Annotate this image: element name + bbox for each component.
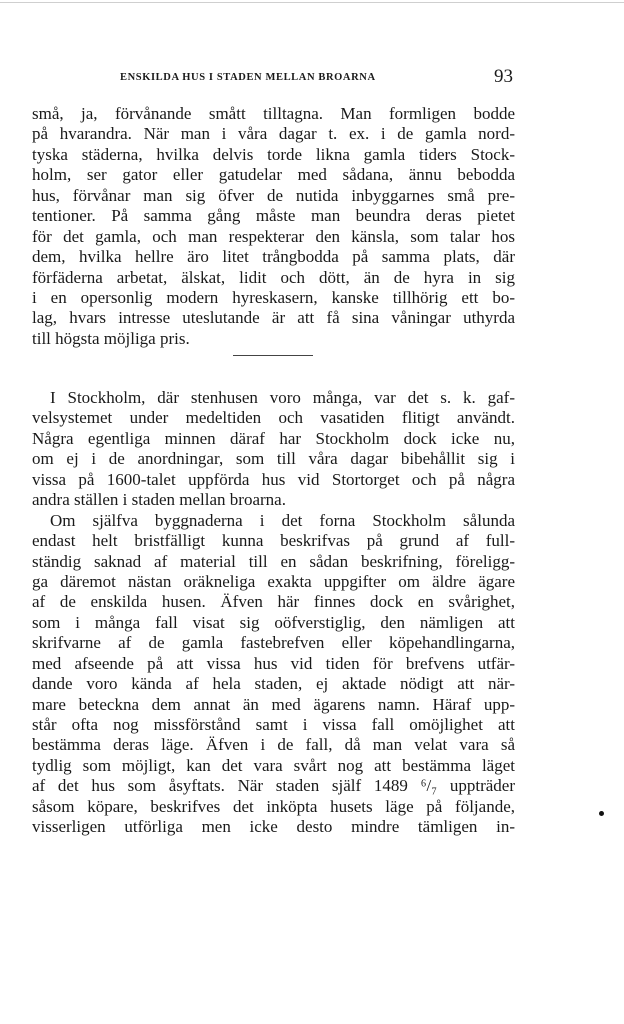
text-line: tydlig som möjligt, kan det vara svårt nog att bestämma läget	[32, 755, 515, 775]
text-line: Om själfva byggnaderna i det forna Stockholm sålunda	[50, 510, 515, 530]
text-line: af de enskilda husen. Äfven här finnes dock en svårighet,	[32, 592, 515, 612]
text-line: som i många fall visat sig oöfverstiglig, den nämligen att	[32, 612, 515, 632]
text-line: till högsta möjliga pris.	[32, 328, 190, 348]
text-line: bestämma deras läge. Äfven i de fall, då man velat vara så	[32, 735, 515, 755]
running-title: ENSKILDA HUS I STADEN MELLAN BROARNA	[120, 72, 376, 83]
text-line: mare beteckna dem annat än med ägarens namn. Häraf upp-	[32, 694, 515, 714]
text-line: förfäderna arbetat, älskat, lidit och dött, än de hyra in sig	[32, 267, 515, 287]
text-line: tentioner. På samma gång måste man beundra deras pietet	[32, 206, 515, 226]
text-line: hus, förvånar man sig öfver de nutida inbyggarnes små pre-	[32, 185, 515, 205]
text-line: om ej i de anordningar, som till våra dagar bibehållit sig i	[32, 449, 515, 469]
text-line: af det hus som åsyftats. När staden själf 1489 ⁶/₇ uppträder	[32, 776, 515, 796]
section-separator	[233, 355, 313, 356]
text-line: dem, hvilka hellre äro litet trångbodda på samma plats, där	[32, 247, 515, 267]
text-line: andra ställen i staden mellan broarna.	[32, 490, 286, 510]
text-line: med afseende på att vissa hus vid tiden för brefvens utfär-	[32, 653, 515, 673]
text-line: holm, ser gator eller gatudelar med sådana, ännu bebodda	[32, 165, 515, 185]
text-line: endast helt bristfälligt kunna beskrifvas på grund af full-	[32, 531, 515, 551]
text-line: vissa på 1600-talet uppförda hus vid Stortorget och på några	[32, 469, 515, 489]
text-line: såsom köpare, beskrifves det inköpta husets läge på följande,	[32, 796, 515, 816]
text-line: i en opersonlig modern hyreskasern, kanske tillhörig ett bo-	[32, 287, 515, 307]
ink-speck	[599, 811, 604, 816]
paragraph-1	[32, 104, 515, 349]
text-line: ständig saknad af material till en sådan beskrifning, föreligg-	[32, 551, 515, 571]
top-edge-rule	[0, 2, 624, 3]
text-line: I Stockholm, där stenhusen voro många, var det s. k. gaf-	[50, 388, 515, 407]
text-line: för det gamla, och man respekterar den känsla, som talar hos	[32, 226, 515, 246]
text-line: Några egentliga minnen däraf har Stockholm dock icke nu,	[32, 428, 515, 448]
text-line: visserligen utförliga men icke desto mindre tämligen in-	[32, 817, 515, 837]
text-line: står ofta nog missförstånd samt i vissa fall omöjlighet att	[32, 715, 515, 734]
text-line: lag, hvars intresse uteslutande är att få sina våningar uthyrda	[32, 308, 515, 328]
text-line: på hvarandra. När man i våra dagar t. ex. i de gamla nord-	[32, 124, 515, 144]
text-line: små, ja, förvånande smått tilltagna. Man formligen bodde	[32, 104, 515, 123]
paragraph-2	[32, 388, 515, 838]
text-line: tyska städerna, hvilka delvis torde likna gamla tiders Stock-	[32, 144, 515, 164]
text-line: skrifvarne af de gamla fastebrefven eller köpehandlingarna,	[32, 633, 515, 653]
text-line: velsystemet under medeltiden och vasatiden flitigt användt.	[32, 408, 515, 428]
text-line: dande voro kända af hela staden, ej aktade nödigt att när-	[32, 674, 515, 694]
text-line: ga däremot nästan oräkneliga exakta uppgifter om äldre ägare	[32, 571, 515, 591]
page-number: 93	[494, 66, 513, 87]
